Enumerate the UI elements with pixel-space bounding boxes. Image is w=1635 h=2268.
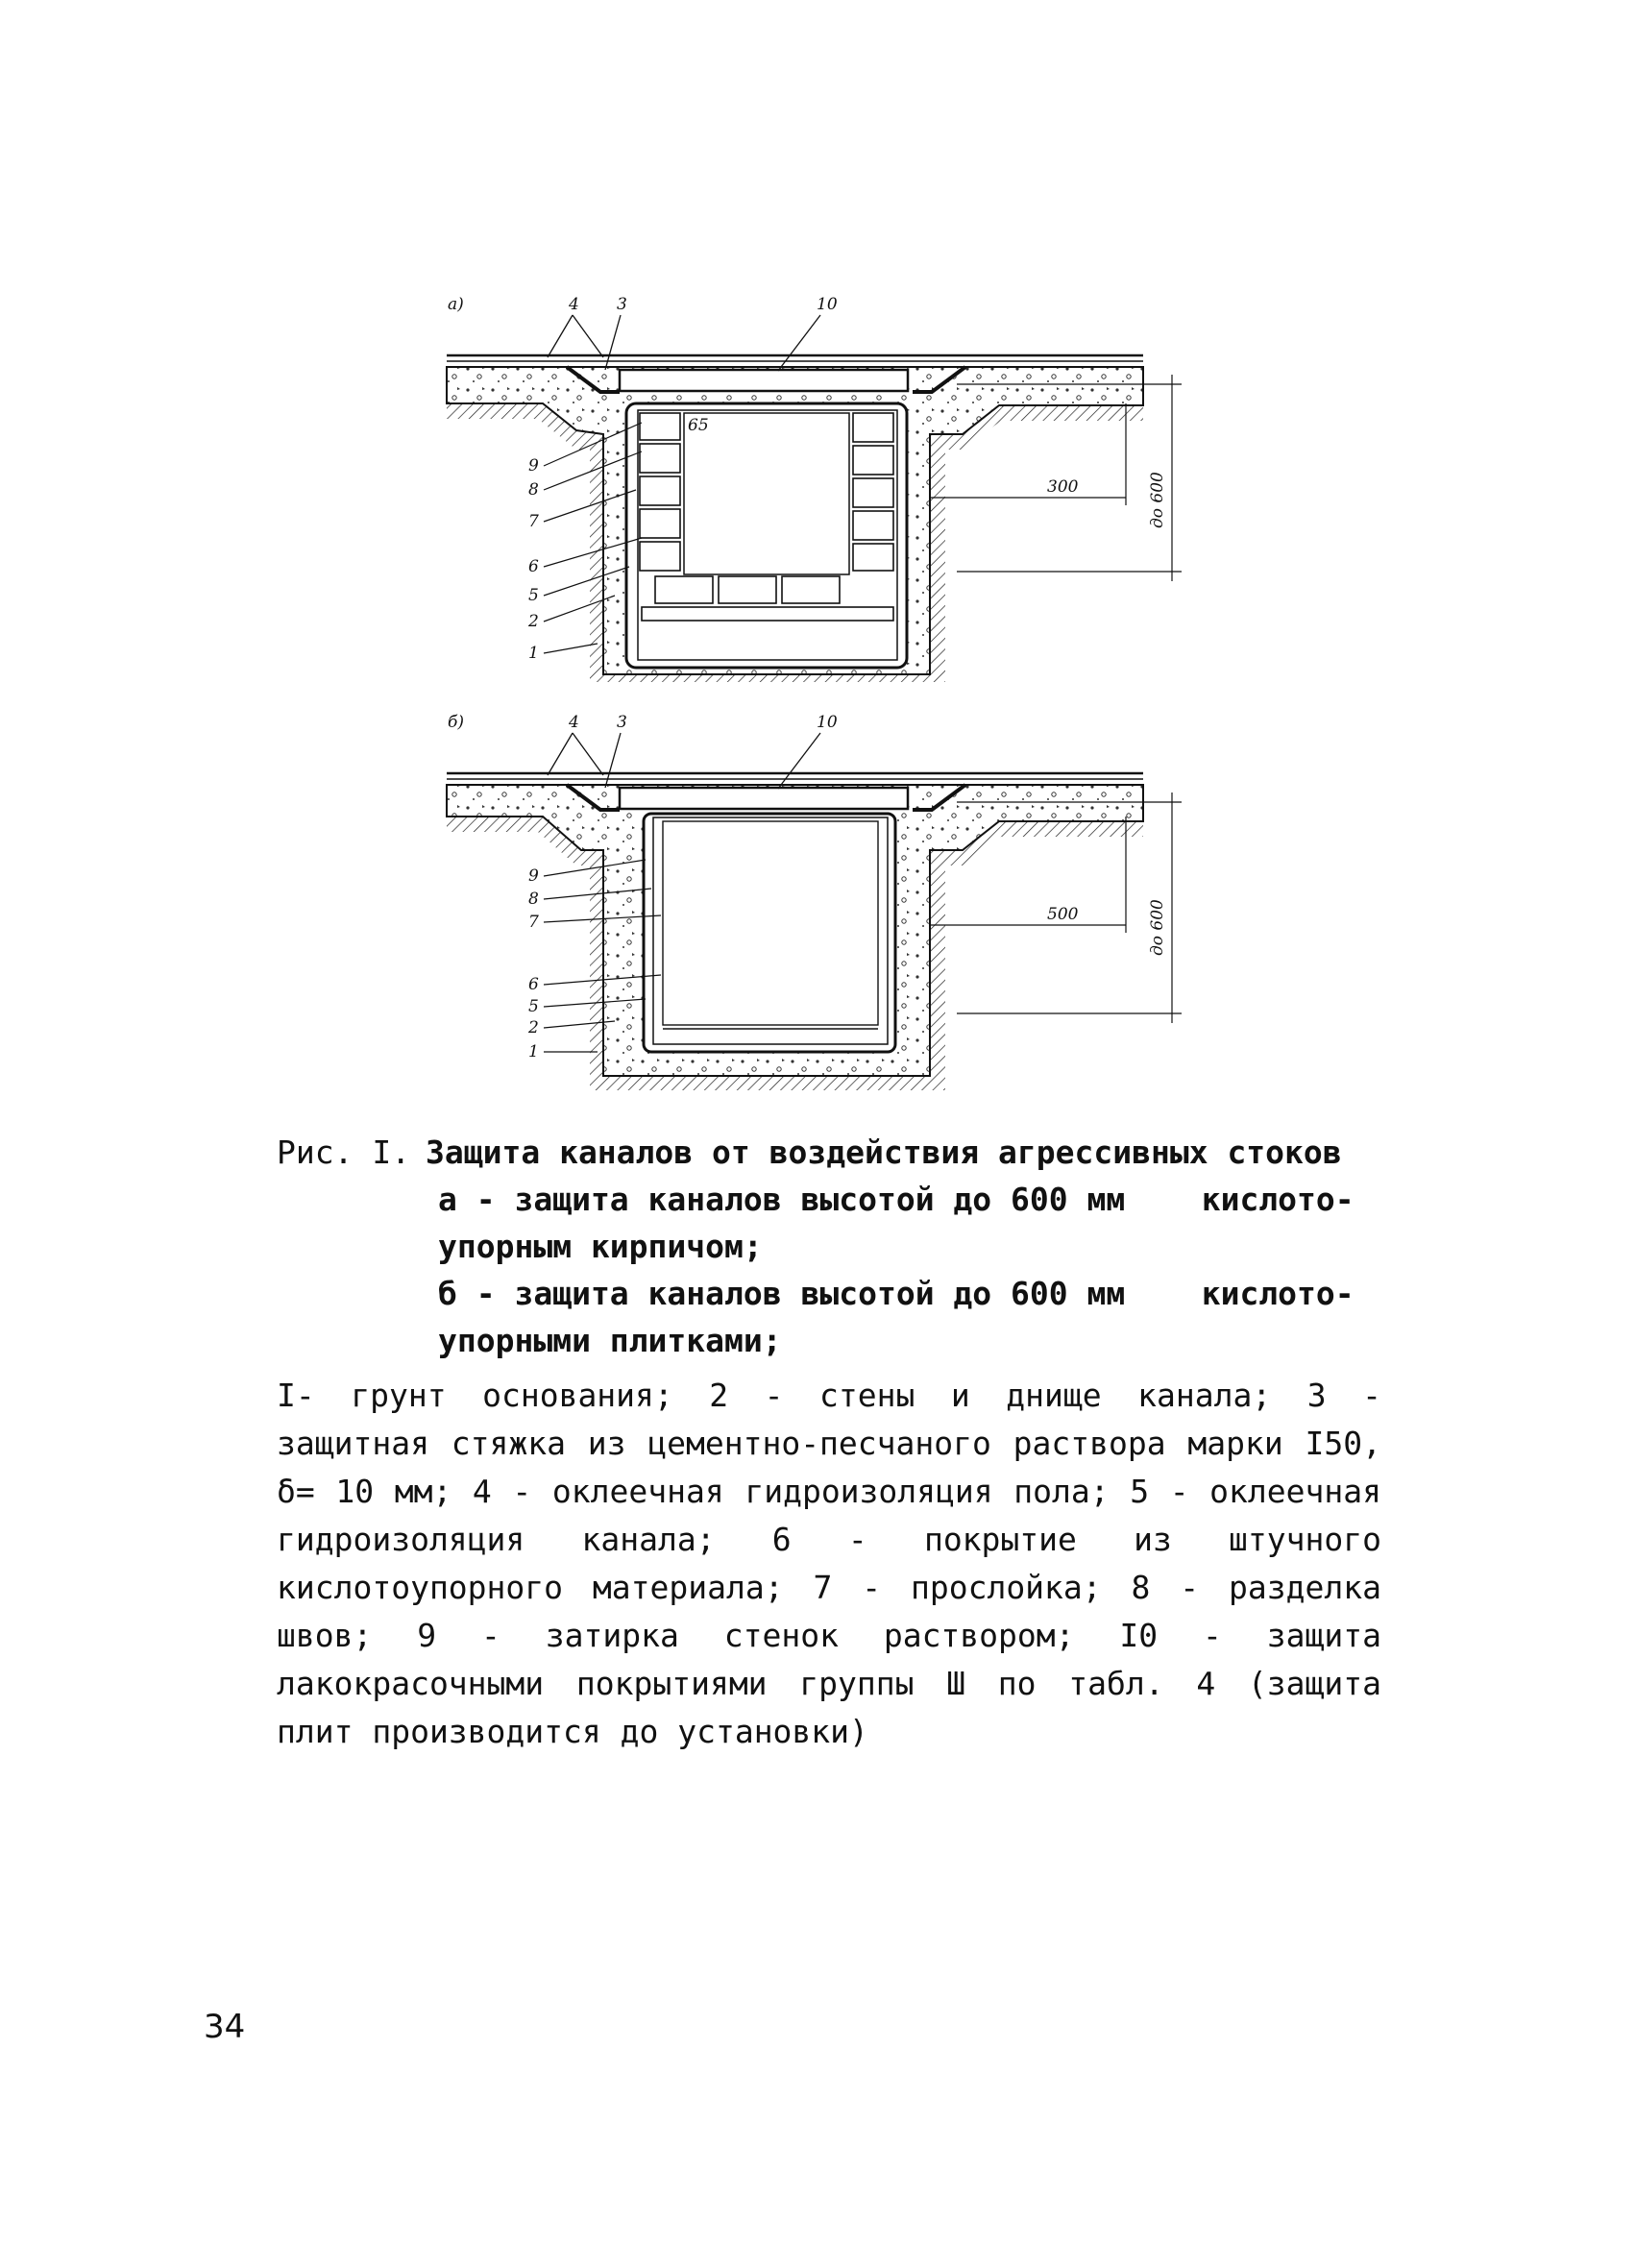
figure-caption xyxy=(277,1129,1391,1364)
figure-a xyxy=(413,279,1182,682)
callout-4: 4 xyxy=(569,713,579,732)
caption-item-a-line2: упорным кирпичом; xyxy=(438,1228,763,1265)
callout-2: 2 xyxy=(528,1018,539,1037)
callout-9: 9 xyxy=(528,866,539,886)
callout-1: 1 xyxy=(528,1042,539,1061)
caption-item-b-line2: упорными плитками; xyxy=(438,1322,782,1359)
callout-2: 2 xyxy=(528,612,539,631)
dimension-vertical: до 600 xyxy=(1148,472,1167,528)
callout-5: 5 xyxy=(528,997,539,1016)
figure-b-drawing xyxy=(413,696,1182,1100)
callout-6: 6 xyxy=(528,975,539,994)
callout-7: 7 xyxy=(528,913,539,932)
callout-10: 10 xyxy=(817,295,838,314)
callout-3: 3 xyxy=(617,295,627,314)
callout-8: 8 xyxy=(528,480,539,500)
callout-8: 8 xyxy=(528,890,539,909)
inner-dimension: 65 xyxy=(688,416,709,435)
figure-a-label: а) xyxy=(448,295,464,314)
callout-4: 4 xyxy=(569,295,579,314)
callout-10: 10 xyxy=(817,713,838,732)
callout-7: 7 xyxy=(528,512,539,531)
figure-b-label: б) xyxy=(448,713,465,732)
caption-title-row xyxy=(277,1129,1391,1176)
dimension-vertical: до 600 xyxy=(1148,899,1167,956)
callout-5: 5 xyxy=(528,586,539,605)
caption-title: Защита каналов от воздействия агрессивных стоков xyxy=(426,1134,1342,1171)
dimension-horizontal: 300 xyxy=(1047,477,1079,497)
callout-6: 6 xyxy=(528,557,539,576)
legend-text: I- грунт основания; 2 - стены и днище канала; 3 - защитная стяжка из цементно-песчаного раствора марки I50, δ= 10 мм; 4 - оклеечная гидроизоляция пола; 5 - оклеечная гидроизоляция канала; 6 - покрытие из штучного кислотоупорного материала; 7 - прослойка; 8 - разделка швов; 9 - затирка стенок раствором; I0 - защита лакокрасочными покрытиями группы Ш по табл. 4 (защита плит производится до установки) xyxy=(277,1377,1381,1750)
callout-3: 3 xyxy=(617,713,627,732)
callout-9: 9 xyxy=(528,456,539,476)
figure-a-drawing xyxy=(413,279,1182,682)
caption-prefix: Рис. I. xyxy=(277,1134,411,1171)
caption-item-b-line1: б - защита каналов высотой до 600 мм кислото- xyxy=(438,1275,1354,1312)
caption-item-a-line1: а - защита каналов высотой до 600 мм кислото- xyxy=(438,1181,1354,1218)
page-number: 34 xyxy=(204,2008,246,2046)
figure-b xyxy=(413,696,1182,1100)
callout-1: 1 xyxy=(528,644,539,663)
dimension-horizontal: 500 xyxy=(1047,905,1079,924)
